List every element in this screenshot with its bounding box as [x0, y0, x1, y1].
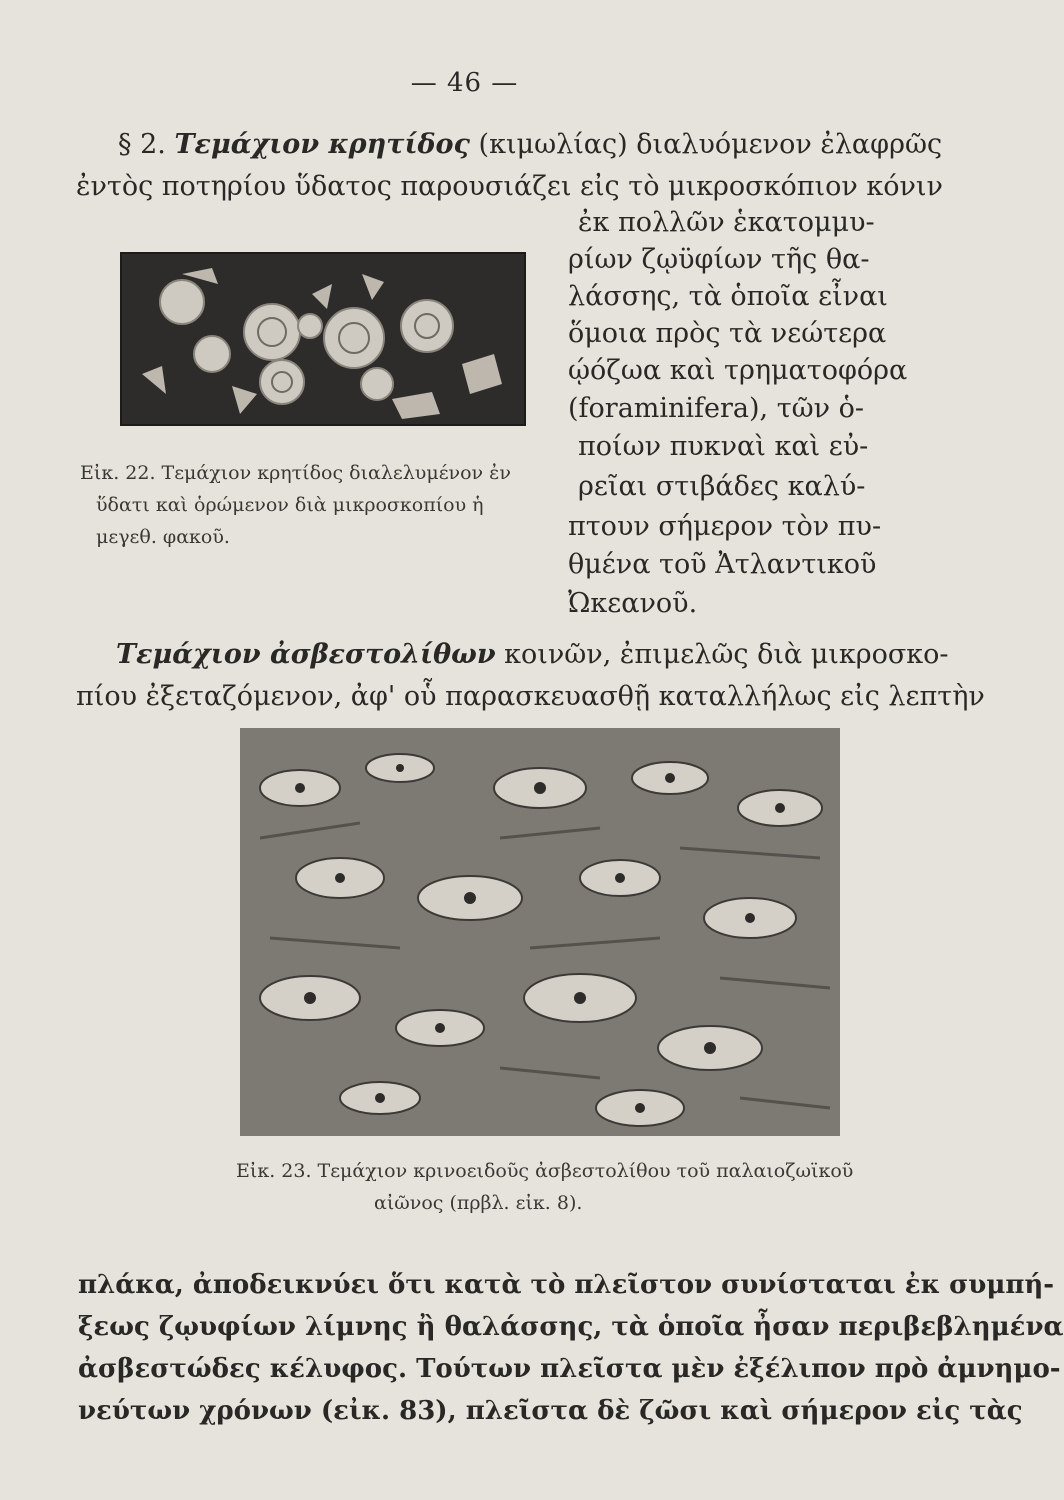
- para3-line-2: ξεως ζῳυφίων λίμνης ἢ θαλάσσης, τὰ ὁποῖα ἦσαν περιβεβλημένα: [78, 1312, 1064, 1342]
- para1-line-1: [118, 128, 942, 162]
- para1-line-3: ἐκ πολλῶν ἑκατομμυ-: [578, 207, 875, 238]
- para3-line-1: πλάκα, ἀποδεικνύει ὅτι κατὰ τὸ πλεῖστον συνίσταται ἐκ συμπή-: [78, 1270, 1055, 1300]
- para1-line-2: ἐντὸς ποτηρίου ὕδατος παρουσιάζει εἰς τὸ μικροσκόπιον κόνιν: [76, 171, 943, 202]
- para2-line-1: [116, 638, 949, 672]
- para1-line-6: ὅμοια πρὸς τὰ νεώτερα: [568, 318, 887, 349]
- figure-22-caption-line-3: μεγεθ. φακοῦ.: [96, 526, 230, 548]
- section-number: § 2.: [118, 129, 175, 160]
- para1-line-11: πτουν σήμερον τὸν πυ-: [568, 511, 882, 542]
- para1-line-8: (foraminifera), τῶν ὁ-: [568, 393, 865, 424]
- page-number: — 46 —: [410, 68, 519, 98]
- para2-line-2: πίου ἐξεταζόμενον, ἀφ' οὗ παρασκευασθῇ καταλλήλως εἰς λεπτὴν: [76, 681, 985, 712]
- para1-line-12: θμένα τοῦ Ἀτλαντικοῦ: [568, 549, 877, 580]
- para1-line-9: ποίων πυκναὶ καὶ εὐ-: [578, 431, 869, 462]
- figure-22-caption-line-1: Εἰκ. 22. Τεμάχιον κρητίδος διαλελυμένον ἐν: [80, 462, 511, 484]
- figure-22-micrograph: [120, 252, 526, 426]
- figure-23-caption-line-2: αἰῶνος (πρβλ. εἰκ. 8).: [374, 1192, 583, 1214]
- para1-line-13: Ὠκεανοῦ.: [568, 588, 698, 619]
- figure-23-caption-line-1: Εἰκ. 23. Τεμάχιον κρινοειδοῦς ἀσβεστολίθου τοῦ παλαιοζωϊκοῦ: [236, 1160, 854, 1182]
- para1-line-10: ρεῖαι στιβάδες καλύ-: [578, 471, 866, 502]
- para1-line-5: λάσσης, τὰ ὁποῖα εἶναι: [568, 281, 888, 312]
- para1-line-4: ρίων ζῳϋφίων τῆς θα-: [568, 244, 870, 275]
- para3-line-3: ἀσβεστώδες κέλυφος. Τούτων πλεῖστα μὲν ἐξέλιπον πρὸ ἀμνημο-: [78, 1354, 1061, 1384]
- term-chalk: Τεμάχιον κρητίδος: [174, 129, 470, 160]
- term-limestone: Τεμάχιον ἀσβεστολίθων: [116, 639, 496, 670]
- figure-23-illustration: [240, 728, 840, 1136]
- para2-line-1-rest: κοινῶν, ἐπιμελῶς διὰ μικροσκο-: [495, 639, 949, 670]
- para1-line-1-rest: (κιμωλίας) διαλυόμενον ἐλαφρῶς: [469, 129, 943, 160]
- figure-22-caption-line-2: ὕδατι καὶ ὁρώμενον διὰ μικροσκοπίου ἡ: [96, 494, 484, 516]
- para1-line-7: ῴόζωα καὶ τρηματοφόρα: [568, 355, 908, 386]
- para3-line-4: νεύτων χρόνων (εἰκ. 83), πλεῖστα δὲ ζῶσι καὶ σήμερον εἰς τὰς: [78, 1396, 1023, 1426]
